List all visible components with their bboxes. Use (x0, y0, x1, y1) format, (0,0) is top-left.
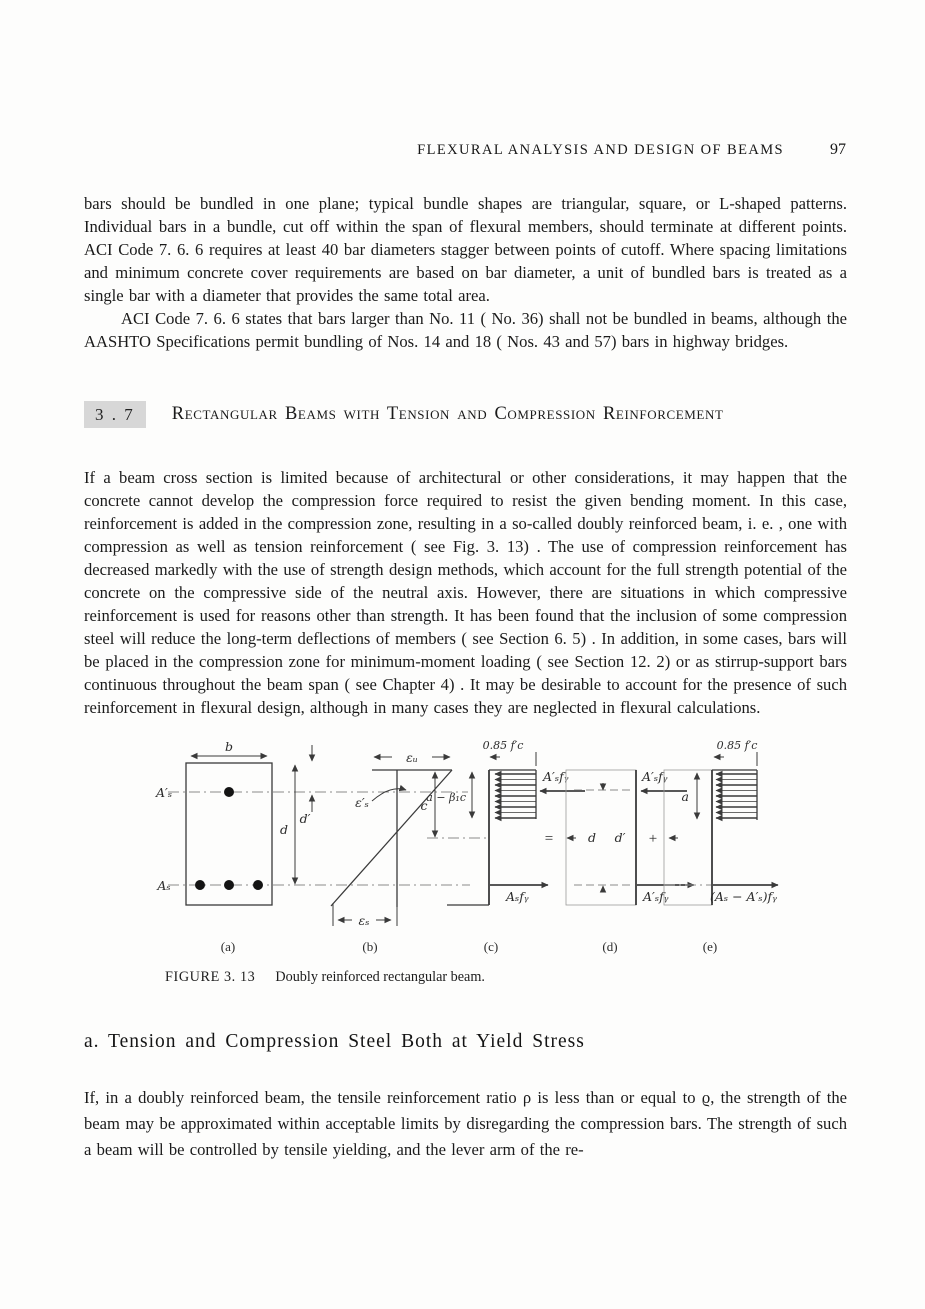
section-number: 3 . 7 (84, 401, 146, 428)
label-d-prime: d′ (299, 811, 311, 826)
label-a: a (681, 789, 689, 804)
label-eps-u: εᵤ (406, 750, 418, 765)
paragraph-tension-ratio: If, in a doubly reinforced beam, the tensile reinforcement ratio ρ is less than or equal to ϱ, the strength of the beam may be approximated within acceptable limits by disregarding the compression bars. The strength of such a beam will be controlled by tensile yielding, and the lever arm of the re- (84, 1088, 847, 1159)
label-asp-fy-c: A′ₛfᵧ (543, 769, 569, 784)
label-d: d (279, 822, 289, 837)
figure-3-13-diagram (0, 738, 925, 970)
label-085fc-e: 0.85 f′c (716, 739, 758, 752)
figure-caption-text: Doubly reinforced rectangular beam. (275, 969, 485, 985)
section-heading (84, 401, 724, 428)
page-number: 97 (830, 141, 846, 158)
equals-sign: = (544, 831, 554, 847)
label-b: b (224, 739, 234, 754)
label-a-minus-b1c: a − β₁c (426, 791, 466, 804)
panel-label-e: (e) (702, 939, 718, 954)
label-d-lever: d (587, 830, 597, 845)
label-as: Aₛ (157, 878, 171, 893)
label-asp-fy-d-bottom: A′ₛfᵧ (643, 889, 669, 904)
paragraph-doubly-reinforced: If a beam cross section is limited because of architectural or other considerations, it may happen that the concrete cannot develop the compression force required to resist the given bending moment. In this case, reinforcement is added in the compression zone, resulting in a so-called doubly reinforced beam, i. e. , one with compression as well as tension reinforcement ( see Fig. 3. 13) . The use of compression reinforcement has decreased markedly with the use of strength design methods, which account for the full strength potential of the concrete on the compressive side of the neutral axis. However, there are situations in which compressive reinforcement is used for reasons other than strength. It has been found that the inclusion of some compression steel will reduce the long-term deflections of members ( see Section 6. 5) . In addition, in some cases, bars will be placed in the compression zone for minimum-moment loading ( see Section 12. 2) or as stirrup-support bars continuous throughout the beam span ( see Chapter 4) . It may be desirable to account for the presence of such reinforcement in flexural design, although in many cases they are neglected in flexural calculations. (84, 468, 847, 717)
label-c: c (420, 798, 428, 813)
figure-caption (165, 969, 485, 986)
paragraph-aci-code: ACI Code 7. 6. 6 states that bars larger than No. 11 ( No. 36) shall not be bundled in beams, although the AASHTO Specifications permit bundling of Nos. 14 and 18 ( Nos. 43 and 57) bars in highway bridges. (84, 309, 847, 351)
label-085fc-c: 0.85 f′c (482, 739, 524, 752)
label-asp-fy-d-top: A′ₛfᵧ (642, 769, 668, 784)
panel-label-d: (d) (602, 939, 618, 954)
running-head-title: FLEXURAL ANALYSIS AND DESIGN OF BEAMS (417, 142, 784, 158)
label-as-prime: A′ₛ (155, 785, 173, 800)
panel-b-strain-diagram (331, 750, 452, 928)
plus-sign: + (648, 831, 658, 847)
panel-letters (221, 939, 717, 954)
running-head (84, 141, 846, 159)
label-eps-s: εₛ (358, 913, 370, 928)
figure-caption-label: FIGURE 3. 13 (165, 969, 256, 985)
label-d-prime-lever: d′ (614, 830, 626, 845)
panel-e-concrete-block (649, 739, 778, 905)
panel-label-b: (b) (362, 939, 378, 954)
subsection-heading: a. Tension and Compression Steel Both at Yield Stress (84, 1031, 585, 1052)
panel-label-a: (a) (220, 939, 236, 954)
section-title: Rectangular Beams with Tension and Compression Reinforcement (171, 404, 724, 424)
paragraph-bundled-bars: bars should be bundled in one plane; typical bundle shapes are triangular, square, or L-shaped patterns. Individual bars in a bundle, cut off within the span of flexural members, should terminate at different points. ACI Code 7. 6. 6 requires at least 40 bar diameters stagger between points of cutoff. Where spacing limitations and minimum concrete cover requirements are based on bar diameter, a unit of bundled bars is treated as a single bar with a diameter that provides the same total area. (84, 194, 847, 305)
panel-c-stress-diagram (420, 739, 585, 905)
label-result-force: (Aₛ − A′ₛ)fᵧ (710, 889, 777, 904)
panel-label-c: (c) (483, 939, 499, 954)
label-as-fy-c: Aₛfᵧ (506, 889, 529, 904)
label-eps-s-prime: ε′ₛ (355, 795, 369, 810)
panel-a-cross-section (155, 739, 312, 905)
